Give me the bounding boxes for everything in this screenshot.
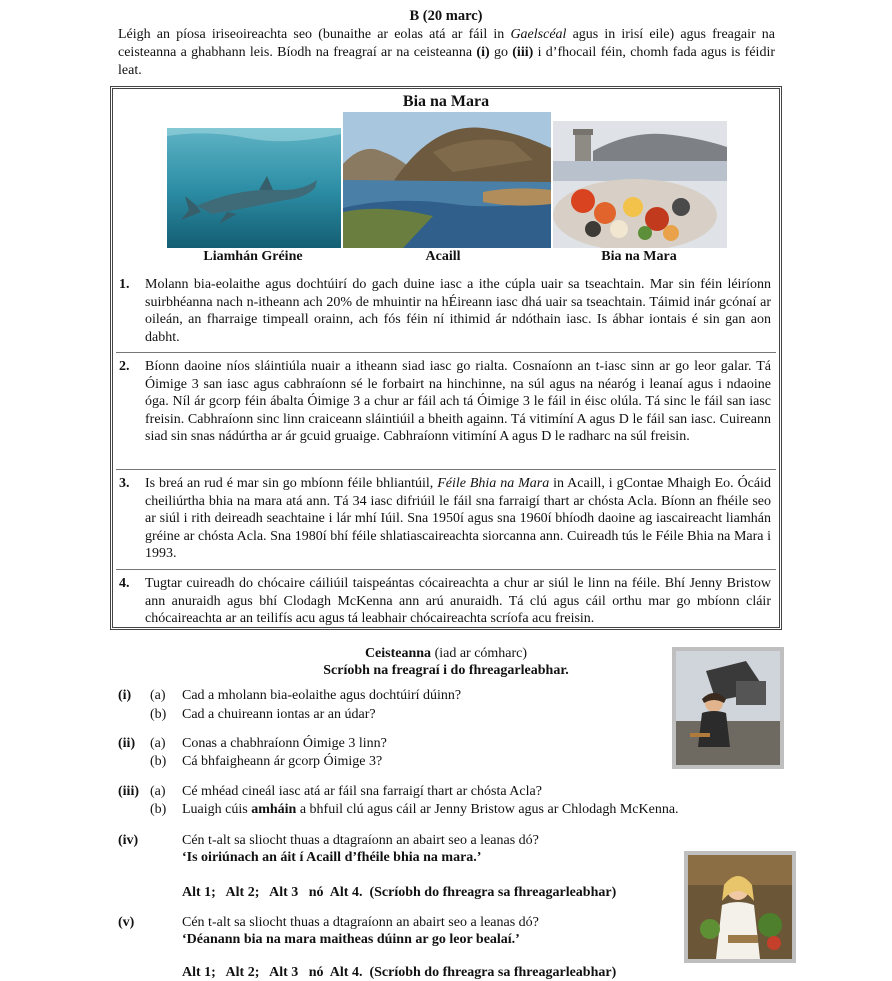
intro-italic: Gaelscéal (510, 27, 567, 42)
question-sub-label: (a) (150, 688, 166, 703)
caption-basking-shark: Liamhán Gréine (203, 249, 303, 264)
question-text: Cé mhéad cineál iasc atá ar fáil sna farraigí thart ar chósta Acla? (182, 784, 542, 799)
question-text: Conas a chabhraíonn Óimige 3 linn? (182, 736, 387, 751)
achill-landscape-photo (343, 112, 551, 248)
question-text: Cén t-alt sa sliocht thuas a dtagraíonn an abairt seo a leanas dó? (182, 915, 539, 930)
article-paragraph-4 (119, 575, 771, 628)
question-quote: ‘Déanann bia na mara maitheas dúinn ar go leor bealaí.’ (182, 932, 520, 947)
question-number: (iii) (118, 784, 139, 799)
intro-part: Léigh an píosa iriseoireachta seo (bunaithe ar eolas atá ar fáil in (118, 27, 511, 42)
article-title: Bia na Mara (402, 93, 490, 110)
intro-bold: (i) (476, 45, 490, 60)
answer-options: Alt 1; Alt 2; Alt 3 nó Alt 4. (Scríobh do fhreagra sa fhreagarleabhar) (182, 965, 617, 980)
article-paragraph-3 (119, 475, 771, 563)
paragraph-text-part: in Acaill, i gContae Mhaigh Eo. Ócáid cheiliúrtha bhia na mara atá ann. Tá 34 iasc difriúil le fáil sna farraigí thart ar chósta Acla. Bíonn an fhéile seo ar siúl i rith deireadh seachtaine i lár mhí Iúil. Sna 1950í agus sna 1960í bhíodh daoine ag iascaireacht liamhán gréine ar chósta Acla. Sna 1980í bhí féile shlatiascaireachta siorcanna ann. Cuireadh tús le Féile Bhia na Mara i 1993. (145, 476, 772, 562)
paragraph-number: 1. (119, 277, 130, 292)
question-sub-label: (b) (150, 802, 167, 817)
paragraph-text-part: Is breá an rud é mar sin go mbíonn féile bhliantúil, (145, 476, 438, 491)
question-text-part: a bhfuil clú agus cáil ar Jenny Bristow agus ar Chlodagh McKenna. (296, 802, 679, 817)
paragraph-text: Molann bia-eolaithe agus dochtúirí do gach duine iasc a ithe cúpla uair sa tseachtain. Mar sin féin léiríonn suirbhéanna nach n-itheann ach 20% de mhuintir na hÉireann iasc dhá uair sa tseachtain. Táimid inár gcónaí ar oileán, an fharraige timpeall orainn, ach fós féin ní ithimid ár ndóthain iasc. Is ábhar iontais é sin gan aon dabht. (145, 277, 771, 345)
caption-seafood: Bia na Mara (601, 249, 677, 264)
paragraph-text (145, 475, 771, 563)
paragraph-number: 4. (119, 576, 130, 591)
paragraph-text: Bíonn daoine níos sláintiúla nuair a itheann siad iasc go rialta. Cosnaíonn an t-iasc sinn ar go leor galar. Tá Óimige 3 san iasc agus cabhraíonn sé le forbairt na hinchinne, na súl agus na néaróg i leanaí agus i ndaoine óga. Níl ár gcorp féin ábalta Óimige 3 a chur ar fáil ach tá Óimige 3 le fáil in éisc olúla. Tá sinc le fáil san iasc freisin. Cabhraíonn sinc linn craiceann sláintiúil a bheith againn. Tá vitimíní A agus D le fáil san iasc. Cuireann siad sin snas nádúrtha ar ár gcuid gruaige. Cabhraíonn vitimíní A agus D le radharc na súl freisin. (145, 359, 771, 445)
article-box (110, 86, 782, 630)
intro-part: i d’fhocail féin, chomh fada agus is féidir leat. (118, 45, 776, 78)
chef-photo (672, 647, 784, 769)
question-text (182, 801, 679, 818)
question-sub-label: (b) (150, 754, 167, 769)
divider (116, 352, 776, 353)
question-number: (i) (118, 688, 132, 703)
seafood-photo (553, 121, 727, 248)
divider (116, 569, 776, 570)
basking-shark-photo (167, 128, 341, 248)
intro-part: go (489, 45, 513, 60)
article-paragraph-2 (119, 358, 771, 446)
chef-cooking-photo (684, 851, 796, 963)
question-text: Cén t-alt sa sliocht thuas a dtagraíonn an abairt seo a leanas dó? (182, 833, 539, 848)
section-heading: B (20 marc) (409, 8, 483, 24)
answer-options: Alt 1; Alt 2; Alt 3 nó Alt 4. (Scríobh do fhreagra sa fhreagarleabhar) (182, 885, 617, 900)
question-sub-label: (b) (150, 707, 167, 722)
question-text: Cad a mholann bia-eolaithe agus dochtúirí dúinn? (182, 688, 462, 703)
questions-heading-bold: Ceisteanna (364, 646, 432, 661)
question-text: Cad a chuireann iontas ar an údar? (182, 707, 376, 722)
paragraph-number: 3. (119, 476, 130, 491)
festival-name: Féile Bhia na Mara (437, 476, 550, 491)
question-sub-label: (a) (150, 736, 166, 751)
question-number: (iv) (118, 833, 139, 848)
paragraph-text: Tugtar cuireadh do chócaire cáiliúil taispeántas cócaireachta a chur ar siúl le linn na féile. Bhí Jenny Bristow ann anuraidh agus bhí Clodagh McKenna ann arú anuraidh. Tá clú agus cáil orthu mar go mbíonn cláir chócaireachta ar an teilifís acu agus tá leabhair chócaireachta scríofa acu freisin. (145, 576, 771, 627)
question-text-part: Luaigh cúis (182, 802, 252, 817)
intro-bold: (iii) (512, 45, 534, 60)
question-number: (ii) (118, 736, 136, 751)
intro-text (118, 26, 775, 80)
questions-instruction: Scríobh na freagraí i do fhreagarleabhar. (323, 663, 569, 678)
paragraph-number: 2. (119, 359, 130, 374)
divider (116, 469, 776, 470)
question-sub-label: (a) (150, 784, 166, 799)
question-text: Cá bhfaigheann ár gcorp Óimige 3? (182, 754, 383, 769)
article-paragraph-1 (119, 276, 771, 346)
questions-heading-note: (iad ar cómharc) (431, 646, 528, 661)
question-emphasis: amháin (251, 802, 297, 817)
intro-part: agus in irisí eile) agus freagair na ceisteanna a ghabhann leis. Bíodh na freagraí ar na ceisteanna (118, 27, 776, 60)
question-number: (v) (118, 915, 135, 930)
caption-achill: Acaill (425, 249, 461, 264)
question-quote: ‘Is oiriúnach an áit í Acaill d’fhéile bhia na mara.’ (182, 850, 482, 865)
